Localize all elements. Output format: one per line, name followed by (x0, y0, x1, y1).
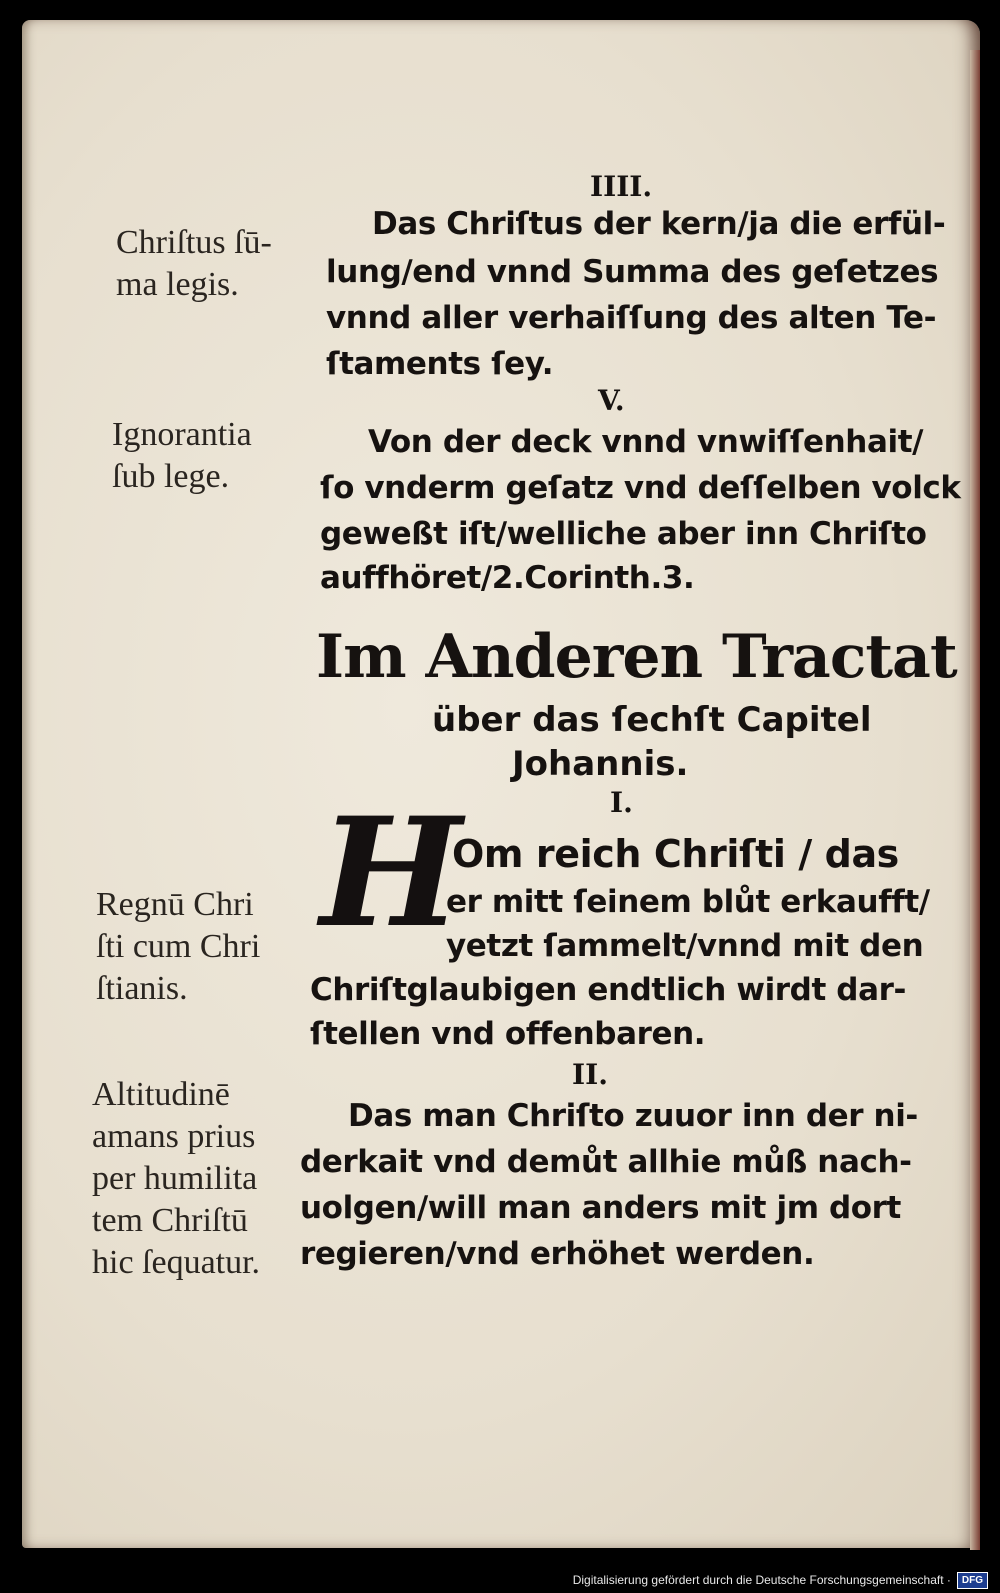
drop-cap-letter: H (320, 785, 462, 961)
dfg-logo: DFG (957, 1572, 988, 1589)
digitization-footer (573, 1569, 988, 1591)
text-line: er mitt ſeinem blůt erkaufft/ (446, 884, 930, 920)
text-line: regieren/vnd erhöhet werden. (300, 1236, 815, 1272)
tract-subtitle: über das ſechſt Capitel (432, 700, 872, 740)
section-numeral-1: I. (610, 786, 633, 819)
text-line: Om reich Chriſti / das (452, 832, 899, 876)
footer-credit: Digitalisierung gefördert durch die Deutsche Forschungsgemeinschaft · (572, 1573, 951, 1587)
section-numeral-5: V. (598, 384, 625, 417)
margin-note-ignorantia: Ignorantia ſub lege. (112, 416, 252, 495)
text-line: auffhöret/2.Corinth.3. (320, 560, 695, 596)
margin-note-christus: Chriſtus ſū- ma legis. (116, 224, 272, 303)
text-line: vnnd aller verhaiſſung des alten Te- (326, 300, 937, 336)
text-line: Chriſtglaubigen endtlich wirdt dar- (310, 972, 906, 1008)
text-line: derkait vnd demůt allhie můß nach- (300, 1144, 912, 1180)
margin-note-altitudinem: Altitudinē amans prius per humilita tem Chriſtū hic ſequatur. (92, 1076, 261, 1281)
text-line: uolgen/will man anders mit jm dort (300, 1190, 901, 1226)
tract-subtitle-book: Johannis. (512, 744, 689, 784)
section-numeral-4: IIII. (590, 170, 653, 203)
text-line: yetzt ſammelt/vnnd mit den (446, 928, 924, 964)
text-line: Das Chriſtus der kern/ja die erfül- (372, 206, 946, 242)
page-edge (970, 50, 980, 1550)
text-line: Von der deck vnnd vnwiſſenhait/ (368, 424, 924, 460)
section-numeral-2: II. (572, 1058, 608, 1091)
text-line: Das man Chriſto zuuor inn der ni- (348, 1098, 918, 1134)
tract-title: Im Anderen Tractat (316, 622, 957, 692)
text-line: ſtellen vnd offenbaren. (310, 1016, 706, 1052)
decorated-initial (320, 785, 462, 961)
margin-note-regnum: Regnū Chri ſti cum Chri ſtianis. (96, 886, 261, 1007)
text-line: ſtaments ſey. (326, 346, 554, 382)
text-line: geweßt iſt/welliche aber inn Chriſto (320, 516, 927, 552)
text-line: lung/end vnnd Summa des geſetzes (326, 254, 939, 290)
text-line: ſo vnderm geſatz vnd deſſelben volck (320, 470, 961, 506)
